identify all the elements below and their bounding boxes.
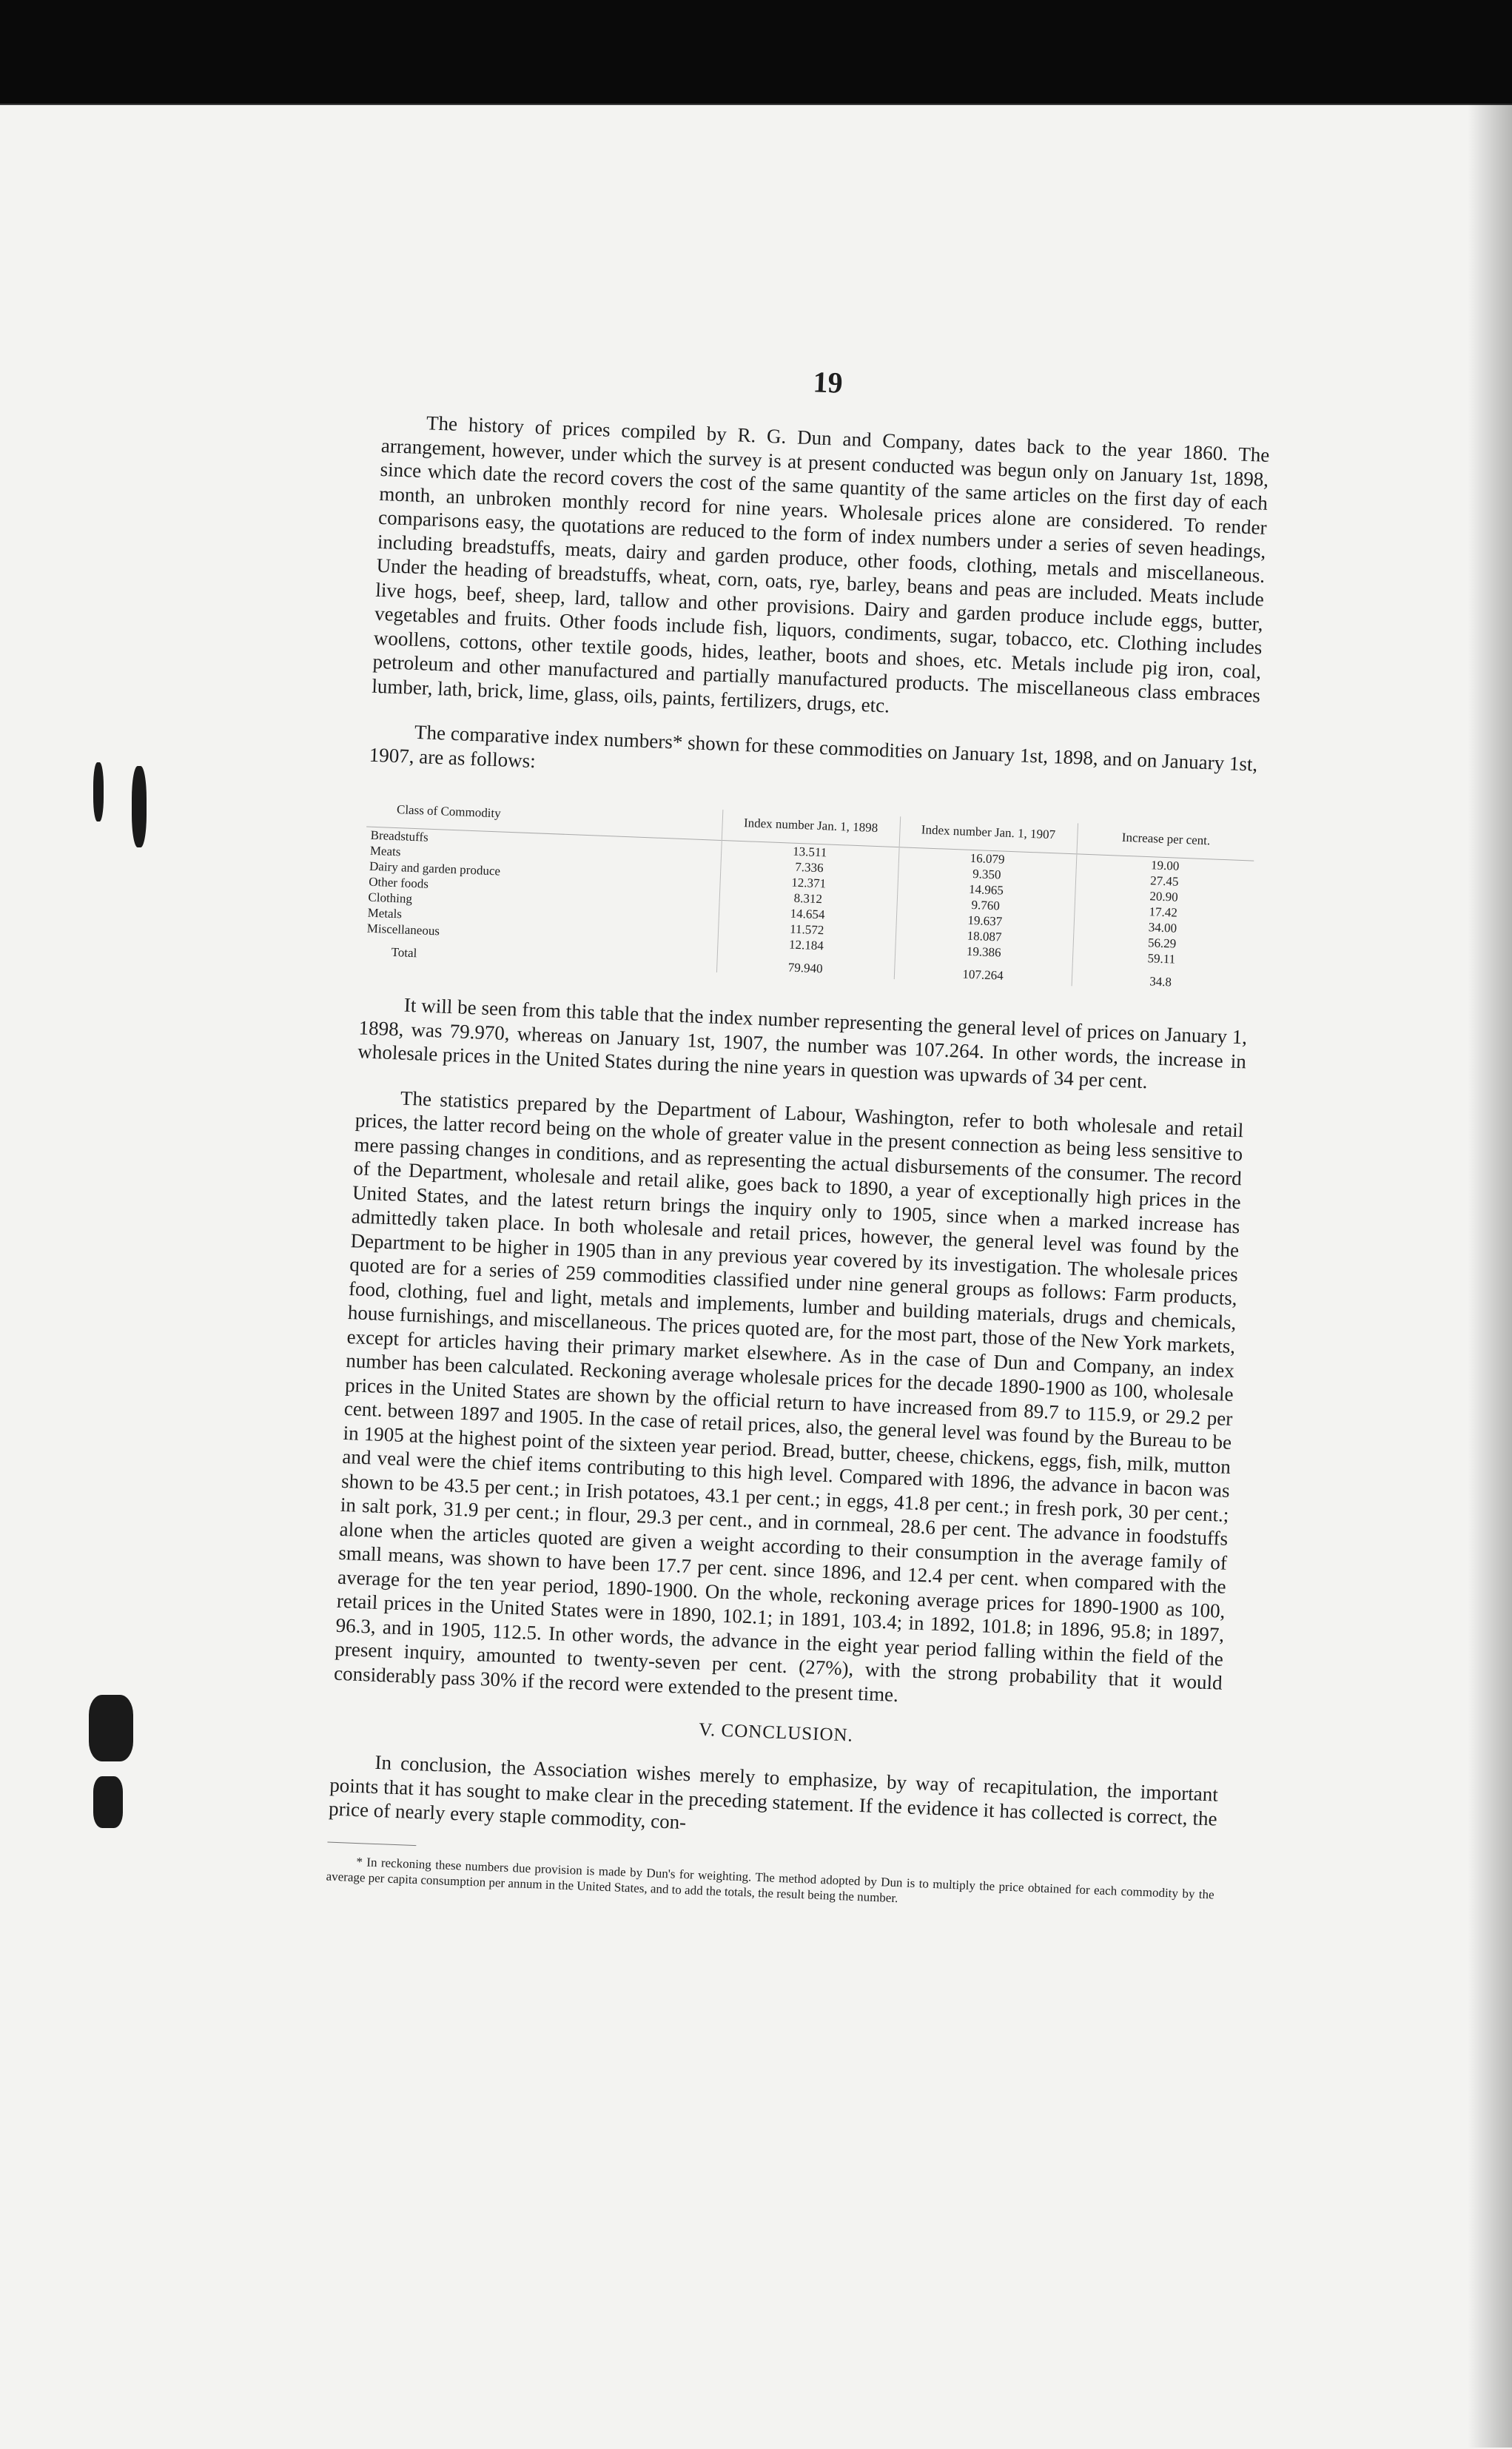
- table-cell-value: 19.386: [895, 941, 1073, 963]
- paragraph-table-summary: It will be seen from this table that the index number representing the general level of prices on January 1, 1898, was 79.970, whereas on January 1st, 1907, the number was 107.264. In other words, the increase in wholesale prices in the United States during the nine years in question was upwards of 34 per cent.: [357, 993, 1248, 1093]
- paragraph-table-intro: The comparative index numbers* shown for these commodities on January 1st, 1898, and on January 1st, 1907, are as follows:: [369, 720, 1258, 776]
- page-content: [326, 348, 1272, 1918]
- commodity-table: [361, 796, 1255, 993]
- column-header-1898: Index number Jan. 1, 1898: [722, 810, 900, 847]
- table-cell-value: 8.312: [719, 887, 898, 910]
- binding-mark: [93, 1776, 123, 1828]
- table-cell-class: Breadstuffs: [366, 827, 721, 856]
- table-cell-total-1907: 107.264: [894, 956, 1072, 986]
- table-cell-value: 13.511: [721, 840, 899, 863]
- table-cell-value: 9.760: [896, 894, 1075, 916]
- column-header-1907: Index number Jan. 1, 1907: [899, 816, 1078, 854]
- table-cell-value: 59.11: [1147, 951, 1176, 967]
- table-cell-value: 19.00: [1150, 858, 1180, 873]
- table-cell-class: Dairy and garden produce: [365, 858, 720, 887]
- column-header-class: Class of Commodity: [366, 796, 722, 841]
- table-cell-class: Miscellaneous: [362, 920, 717, 949]
- table-cell-value: 16.079: [898, 847, 1077, 870]
- table-cell-class: Meats: [366, 843, 721, 872]
- table-cell-value: 12.184: [717, 934, 896, 956]
- binding-mark: [93, 762, 104, 822]
- table-cell-total-label: Total: [361, 935, 717, 972]
- index-number-table: [361, 796, 1255, 993]
- table-cell-class: Clothing: [363, 889, 719, 918]
- table-cell-value: 19.637: [896, 910, 1075, 932]
- table-cell-value: 20.90: [1149, 889, 1179, 904]
- table-cell-value: 34.00: [1148, 920, 1177, 935]
- table-cell-total-increase: 34.8: [1149, 974, 1172, 990]
- binding-mark: [132, 766, 147, 847]
- section-heading: V. CONCLUSION.: [698, 1719, 854, 1746]
- scanner-background: [0, 0, 1512, 111]
- table-cell-value: 56.29: [1147, 935, 1177, 951]
- binding-mark: [89, 1695, 133, 1761]
- paragraph-conclusion: In conclusion, the Association wishes merely to emphasize, by way of recapitulation, the important points that it has sought to make clear in the preceding statement. If the evidence it has collected is correct, the price of nearly every staple commodity, con-: [328, 1750, 1219, 1834]
- table-cell-value: 11.572: [718, 918, 896, 941]
- table-cell-value: 17.42: [1149, 904, 1178, 920]
- table-cell-class: Other foods: [364, 873, 719, 902]
- column-header-increase: Increase per cent.: [1121, 830, 1211, 848]
- table-cell-class: Metals: [363, 904, 718, 933]
- footnote: * In reckoning these numbers due provision is made by Dun's for weighting. The method adopted by Dun is to multiply the price obtained for each commodity by the average per capita consumption per annum in the United States, and to add the totals, the result being the number.: [326, 1854, 1214, 1905]
- table-cell-value: 14.654: [719, 903, 897, 925]
- table-cell-value: 27.45: [1149, 873, 1179, 889]
- table-cell-value: 14.965: [897, 879, 1075, 901]
- table-cell-total-1898: 79.940: [716, 950, 895, 979]
- table-cell-value: 7.336: [720, 856, 898, 879]
- page-edge-shadow: [1468, 104, 1512, 2448]
- table-cell-value: 12.371: [719, 872, 898, 894]
- table-cell-value: 18.087: [896, 925, 1074, 947]
- paragraph-dun-history: The history of prices compiled by R. G. Dun and Company, dates back to the year 1860. The arrangement, however, under which the survey is at present conducted was begun only on January 1st, 1898, since which date the record covers the cost of the same quantity of the same articles on the first day of each month, an unbroken monthly record for nine years. Wholesale prices alone are considered. To render comparisons easy, the quotations are reduced to the form of index numbers under a series of seven headings, including breadstuffs, meats, dairy and garden produce, other foods, clothing, metals and miscellaneous. Under the heading of breadstuffs, wheat, corn, oats, rye, barley, beans and peas are included. Meats include live hogs, beef, sheep, lard, tallow and other provisions. Dairy and garden produce include eggs, butter, vegetables and fruits. Other foods include fish, liquors, condiments, sugar, tobacco, etc. Clothing includes woollens, cottons, other textile goods, hides, leather, boots and shoes, etc. Metals include pig iron, coal, petroleum and other manufactured and partially manufactured products. The miscellaneous class embraces lumber, lath, brick, lime, glass, oils, paints, fertilizers, drugs, etc.: [371, 411, 1270, 717]
- footnote-rule: [327, 1841, 416, 1846]
- page-number: 19: [812, 365, 844, 400]
- table-cell-value: 9.350: [898, 863, 1076, 885]
- paragraph-department-of-labour: The statistics prepared by the Department of Labour, Washington, refer to both wholesale and retail prices, the latter record being on the whole of greater value in the present connection as being less sensitive to mere passing changes in conditions, and as representing the actual disbursements of the consumer. The record of the Department, wholesale and retail alike, goes back to 1890, a year of exceptionally high prices in the United States, and the latest return brings the inquiry only to 1905, since when a marked increase has admittedly taken place. In both wholesale and retail prices, however, the general level was found by the Department to be higher in 1905 than in any previous year covered by its investigation. The wholesale prices quoted are for a series of 259 commodities classified under nine general groups as follows: Farm products, food, clothing, fuel and light, metals and implements, lumber and building materials, drugs and chemicals, house furnishings, and miscellaneous. The prices quoted are, for the most part, those of the New York markets, except for articles having their primary market elsewhere. As in the case of Dun and Company, an index number has been calculated. Reckoning average wholesale prices for the decade 1890-1900 as 100, wholesale prices in the United States are shown by the official return to have increased from 89.7 to 115.9, or 29.2 per cent. between 1897 and 1905. In the case of retail prices, also, the general level was found by the Bureau to be in 1905 at the highest point of the sixteen year period. Bread, butter, cheese, chickens, eggs, fish, milk, mutton and veal were the chief items contributing to this high level. Compared with 1896, the advance in bacon was shown to be 43.5 per cent.; in Irish potatoes, 43.1 per cent.; in eggs, 41.8 per cent.; in fresh pork, 30 per cent.; in salt pork, 31.9 per cent.; in flour, 29.3 per cent., and in cornmeal, 28.6 per cent. The advance in foodstuffs alone when the articles quoted are given a weight according to their consumption in the average family of small means, was shown to have been 17.7 per cent. since 1896, and 12.4 per cent. when compared with the average for the ten year period, 1890-1900. On the whole, reckoning average prices for 1890-1900 as 100, retail prices in the United States were in 1890, 102.1; in 1891, 103.4; in 1892, 101.8; in 1896, 95.8; in 1897, 96.3, and in 1905, 112.5. In other words, the advance in the eight year period falling within the field of the present inquiry, amounted to twenty-seven per cent. (27%), with the strong probability that it would considerably pass 30% if the record were extended to the present time.: [333, 1086, 1244, 1706]
